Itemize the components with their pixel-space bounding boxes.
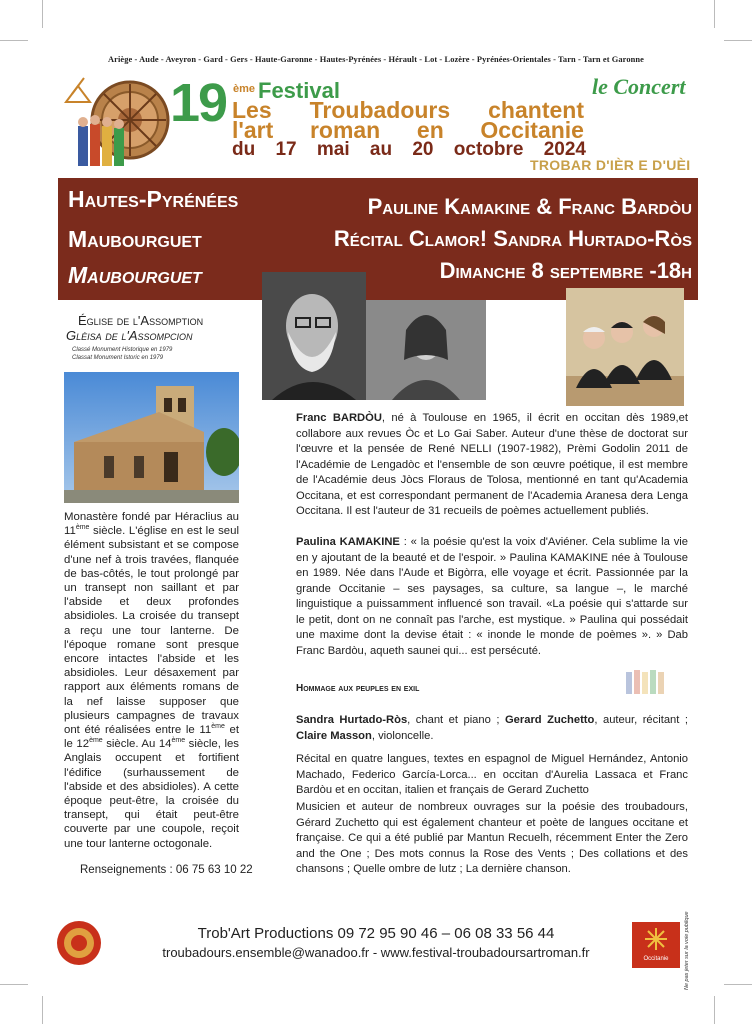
title-word: Troubadours (309, 97, 451, 123)
bio-paulina (296, 535, 688, 659)
crop-mark (42, 0, 43, 28)
gerard-name: Gerard Zuchetto (504, 714, 595, 726)
musician-description: Musicien et auteur de nombreux ouvrages sur la poésie des troubadours, Gérard Zuchetto qui est également chanteur et poète de langues occitane et française. Ce qui a été publié par Mantun Recuelh, récemment Enter the Zero and the One ; Des mots connus la Rose des Vents ; Des collations et des chansons ; Quelle ombre de lutz ; La dernière chanson. (296, 801, 688, 875)
festival-word: Festival (258, 78, 340, 103)
date-word: mai (316, 139, 350, 160)
history-part: siècle. L'église en est le seul élément subsistant et se compose d'une nef à trois travées, flanquée de bas-côtés, le tout prolongé par un transept non saillant et par l'abside et deux profondes absidioles. La croisée du transept a reçu une tour lanterne. De l'époque romane sont presque encore intactes l'abside et les absidioles. Leur désaxement par rapport aux éléments romans de la nef laisse supposer que plusieurs campagnes de travaux ont été réalisées entre le 11 (64, 525, 239, 737)
franc-name: Franc BARDÒU (296, 412, 382, 424)
church-classed-oc: Classat Monument Istoric en 1979 (72, 355, 164, 361)
church-name-oc: Glèisa de l'Assompcion (66, 328, 193, 343)
crop-mark (724, 40, 752, 41)
history-part: et le 12 (64, 724, 240, 751)
crop-mark (714, 996, 715, 1024)
footer-web: troubadours.ensemble@wanadoo.fr - www.festival-troubadoursartroman.fr (162, 945, 590, 960)
trobar-subtitle: TROBAR D'IÈR E D'UÈI (530, 157, 691, 173)
banner-recital: Récital Clamor! Sandra Hurtado-Ròs (333, 226, 692, 251)
crop-mark (0, 40, 28, 41)
photo-pauline-kamakine (366, 300, 486, 400)
troubadours-watermark (622, 658, 668, 696)
title-word: roman (309, 117, 381, 143)
claire-name: Claire Masson (296, 729, 372, 742)
title-word: Les (232, 97, 272, 123)
performers-list (296, 713, 688, 744)
sandra-name: Sandra Hurtado-Ròs (296, 714, 408, 726)
crop-mark (714, 0, 715, 28)
ordinal-suffix: ème (89, 737, 103, 745)
title-word: l'art (232, 117, 274, 143)
date-word: 17 (275, 139, 297, 160)
title-word: Occitanie (480, 117, 584, 143)
claire-role: , violoncelle. (371, 729, 434, 742)
title-word: en (416, 117, 444, 143)
bio-franc (296, 411, 688, 520)
date-word: 2024 (543, 139, 586, 160)
occitanie-label: Occitanie (643, 956, 669, 962)
banner-town-occitan: Maubourguet (68, 262, 202, 288)
photo-church (64, 372, 239, 503)
footer-contact: Trob'Art Productions 09 72 95 90 46 – 06 08 33 56 44 (197, 925, 555, 942)
banner-department: Hautes-Pyrénées (68, 186, 239, 212)
date-word: 20 (412, 139, 434, 160)
crop-mark (724, 984, 752, 985)
photo-franc-bardou (262, 272, 366, 400)
paulina-name: Paulina KAMAKINE (296, 536, 400, 548)
date-word: au (369, 139, 393, 160)
litter-notice: Ne pas jeter sur la voie publique (684, 911, 690, 990)
banner-town: Maubourguet (68, 226, 202, 252)
history-part: siècle, les Anglais occupent et fortifient l'édifice (surhaussement de l'abside et des absidioles). A cette époque peut-être, la croisée du transept, qui était peut-être couverte par une coupole, reçoit une tour lanterne octogonale. (64, 738, 240, 850)
banner-date-time: Dimanche 8 septembre -18h (439, 258, 692, 283)
title-line-2 (232, 117, 584, 143)
date-word: octobre (453, 139, 524, 160)
franc-bio: , né à Toulouse en 1965, il écrit en occitan dès 1989,et collabore aux revues Òc et Lo Gai Saber. Auteur d'une thèse de doctorat sur l'œuvre et la pensée de René NELLI (1907-1982), Prèmi Godolin 2011 de l'Académie de Lengadòc et l'ensemble de son œuvre poétique, il est membre de l'Académie deus Jòcs Floraus de Tolosa, mentionné en tant qu'Academia Occitana, et est correspondant permanent de l'Academia Aranesa dera Lenga Occitana. Il est l'auteur de 31 recueils de poèmes actuellement publiés. (296, 412, 688, 517)
church-name-fr: Église de l'Assomption (78, 313, 204, 328)
church-history-text (64, 510, 239, 851)
departments-list: Ariège - Aude - Aveyron - Gard - Gers - Haute-Garonne - Hautes-Pyrénées - Hérault - Lot - Lozère - Pyrénées-Orientales - Tarn - Tarn et Garonne (108, 55, 644, 64)
edition-number: 19 (170, 73, 227, 133)
recital-description: Récital en quatre langues, textes en espagnol de Miguel Hernández, Antonio Machado, Federico García-Lorca... en occitan d'Aurelia Lassaca et Franc Bardòu et en occitan, italien et français de Gerard Zuchetto (296, 753, 688, 796)
sandra-role: , chant et piano ; (407, 714, 505, 726)
edition-suffix: ème (233, 83, 256, 95)
ordinal-suffix: ème (75, 524, 90, 532)
festival-logo (62, 72, 174, 170)
ordinal-suffix: ème (211, 723, 225, 731)
photo-clamor-trio (566, 288, 684, 406)
banner-performers: Pauline Kamakine & Franc Bardòu (367, 194, 692, 219)
gerard-role: , auteur, récitant ; (594, 714, 688, 726)
crop-mark (0, 984, 28, 985)
church-classed-fr: Classé Monument Historique en 1979 (72, 347, 173, 353)
occitanie-logo (632, 922, 680, 968)
ordinal-suffix: ème (171, 737, 186, 745)
history-part: Monastère fondé par Héraclius au 11 (64, 511, 239, 538)
date-word: du (232, 139, 256, 160)
title-word: chantent (488, 97, 584, 123)
concert-label: le Concert (592, 74, 686, 99)
crop-mark (42, 996, 43, 1024)
hommage-heading: Hommage aux peuples en exil (296, 683, 420, 694)
info-phone: Renseignements : 06 75 63 10 22 (80, 864, 253, 876)
paulina-bio: : « la poésie qu'est la voix d'Aviéner. Cela sublime la vie en y ajoutant de la beauté et de l'espoir. » Paulina KAMAKINE née à Toulouse en 1989. Née dans l'Aude et Bigòrra, elle voyage et écrit. Passionnée par la grande Occitanie – ses paysages, sa culture, sa langue –, le marché linguistique a puissamment influencé son travail. «La poésie qui s'attarde sur le petit, dont on ne connaît pas l'arche, est mystique. » Paulina qui possédait une maxime dont la devise était : « inonde le monde de poèmes ». » Dab Franc Bardòu, aqueth saunei qui... est persécuté. (296, 536, 689, 657)
history-part: siècle. Au 14 (106, 738, 172, 751)
